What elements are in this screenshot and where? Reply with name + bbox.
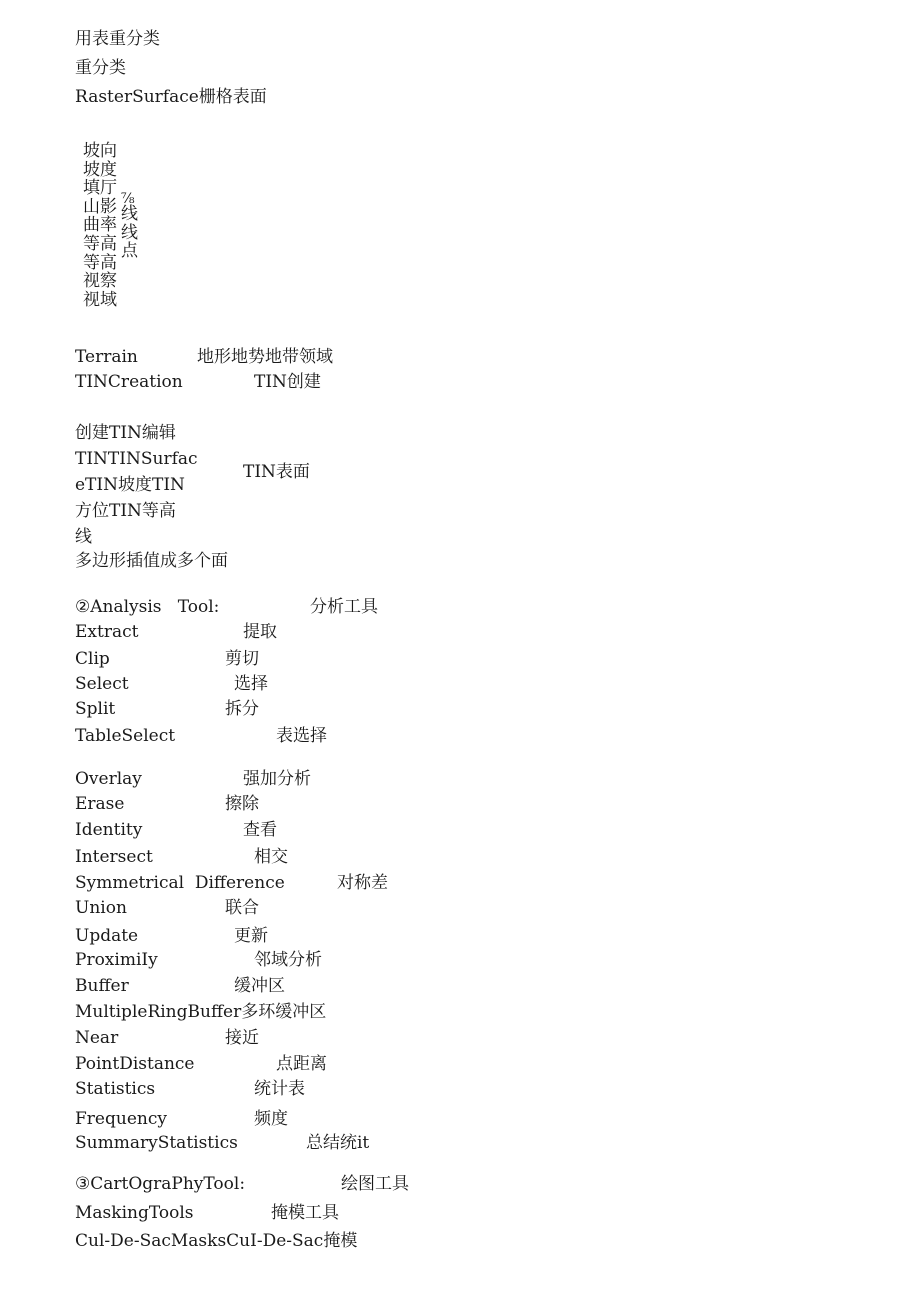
tool-name-zh: 擦除 — [225, 794, 259, 814]
tin-line: 线 — [75, 527, 92, 547]
tool-name-zh: 频度 — [254, 1109, 288, 1129]
cartography-heading-en: ③CartOgraPhyTool: — [75, 1174, 246, 1194]
tool-name-en: Intersect — [75, 847, 153, 867]
culdesac-masks: Cul-De-SacMasksCuI-De-Sac掩模 — [75, 1231, 358, 1251]
tool-name-en: Overlay — [75, 769, 142, 789]
tool-name-en: Identity — [75, 820, 143, 840]
list-item: 坡向 — [83, 141, 117, 161]
heading-table-reclassify: 用表重分类 — [75, 29, 160, 49]
tin-line: 创建TIN编辑 — [75, 423, 176, 443]
terrain-en: Terrain — [75, 347, 138, 367]
tool-name-zh: 表选择 — [276, 726, 327, 746]
tool-name-zh: 拆分 — [225, 699, 259, 719]
tool-name-zh: 总结统it — [306, 1133, 370, 1153]
tool-name-en: Frequency — [75, 1109, 167, 1129]
tool-name-en: Buffer — [75, 976, 129, 996]
tool-name-en: Near — [75, 1028, 119, 1048]
tool-name-zh: 剪切 — [225, 649, 259, 669]
list-suffix: 线 — [121, 223, 138, 243]
tool-name-zh: 缓冲区 — [234, 976, 285, 996]
tool-name-en: MultipleRingBuffer多环缓冲区 — [75, 1002, 327, 1022]
list-item: 填厅 — [83, 178, 117, 198]
tool-name-en: Split — [75, 699, 116, 719]
tool-name-en: Statistics — [75, 1079, 156, 1099]
tin-surface-label: TIN表面 — [243, 462, 310, 482]
list-suffix: 线 — [121, 204, 138, 224]
list-item: 视域 — [83, 290, 117, 310]
tool-name-zh: 点距离 — [276, 1054, 327, 1074]
list-item: 等高 — [83, 253, 117, 273]
tool-name-zh: 对称差 — [337, 873, 388, 893]
tool-name-zh: 强加分析 — [243, 769, 311, 789]
tool-name-zh: 查看 — [243, 820, 277, 840]
terrain-zh: 地形地势地带领域 — [197, 347, 333, 367]
list-item: 坡度 — [83, 160, 117, 180]
tool-name-en: Union — [75, 898, 127, 918]
tin-line: eTIN坡度TIN — [75, 475, 185, 495]
tin-line: 方位TIN等高 — [75, 501, 176, 521]
tool-name-en: Select — [75, 674, 129, 694]
tin-line: TINTINSurfac — [75, 449, 198, 469]
tool-name-zh: 选择 — [234, 674, 268, 694]
polygon-interpolation: 多边形插值成多个面 — [75, 551, 228, 571]
list-item: 曲率 — [83, 215, 117, 235]
tool-name-en: Erase — [75, 794, 125, 814]
analysis-heading-zh: 分析工具 — [310, 597, 378, 617]
tin-creation-en: TINCreation — [75, 372, 183, 392]
tool-name-zh: 接近 — [225, 1028, 259, 1048]
tool-name-en: ProximiIy — [75, 950, 158, 970]
tool-name-en: SummaryStatistics — [75, 1133, 238, 1153]
tool-name-en: TableSelect — [75, 726, 176, 746]
list-item: 山影 — [83, 197, 117, 217]
heading-raster-surface: RasterSurface栅格表面 — [75, 87, 267, 107]
list-item: 视察 — [83, 271, 117, 291]
tool-name-zh: 更新 — [234, 926, 268, 946]
tool-name-en: PointDistance — [75, 1054, 195, 1074]
tool-name-zh: 联合 — [225, 898, 259, 918]
tool-name-en: Clip — [75, 649, 110, 669]
tool-name-en: Symmetrical Difference — [75, 873, 285, 893]
masking-tools-en: MaskingTools — [75, 1203, 194, 1223]
heading-reclassify: 重分类 — [75, 58, 126, 78]
tin-creation-zh: TIN创建 — [254, 372, 321, 392]
tool-name-zh: 提取 — [243, 622, 277, 642]
analysis-heading-en: ②Analysis Tool: — [75, 597, 220, 617]
list-suffix: ⅞ — [121, 191, 135, 207]
list-suffix: 点 — [121, 241, 138, 261]
cartography-heading-zh: 绘图工具 — [341, 1174, 409, 1194]
list-item: 等高 — [83, 234, 117, 254]
tool-name-zh: 邻域分析 — [254, 950, 322, 970]
tool-name-zh: 相交 — [254, 847, 288, 867]
tool-name-en: Update — [75, 926, 139, 946]
tool-name-zh: 统计表 — [254, 1079, 305, 1099]
tool-name-en: Extract — [75, 622, 139, 642]
masking-tools-zh: 掩模工具 — [271, 1203, 339, 1223]
